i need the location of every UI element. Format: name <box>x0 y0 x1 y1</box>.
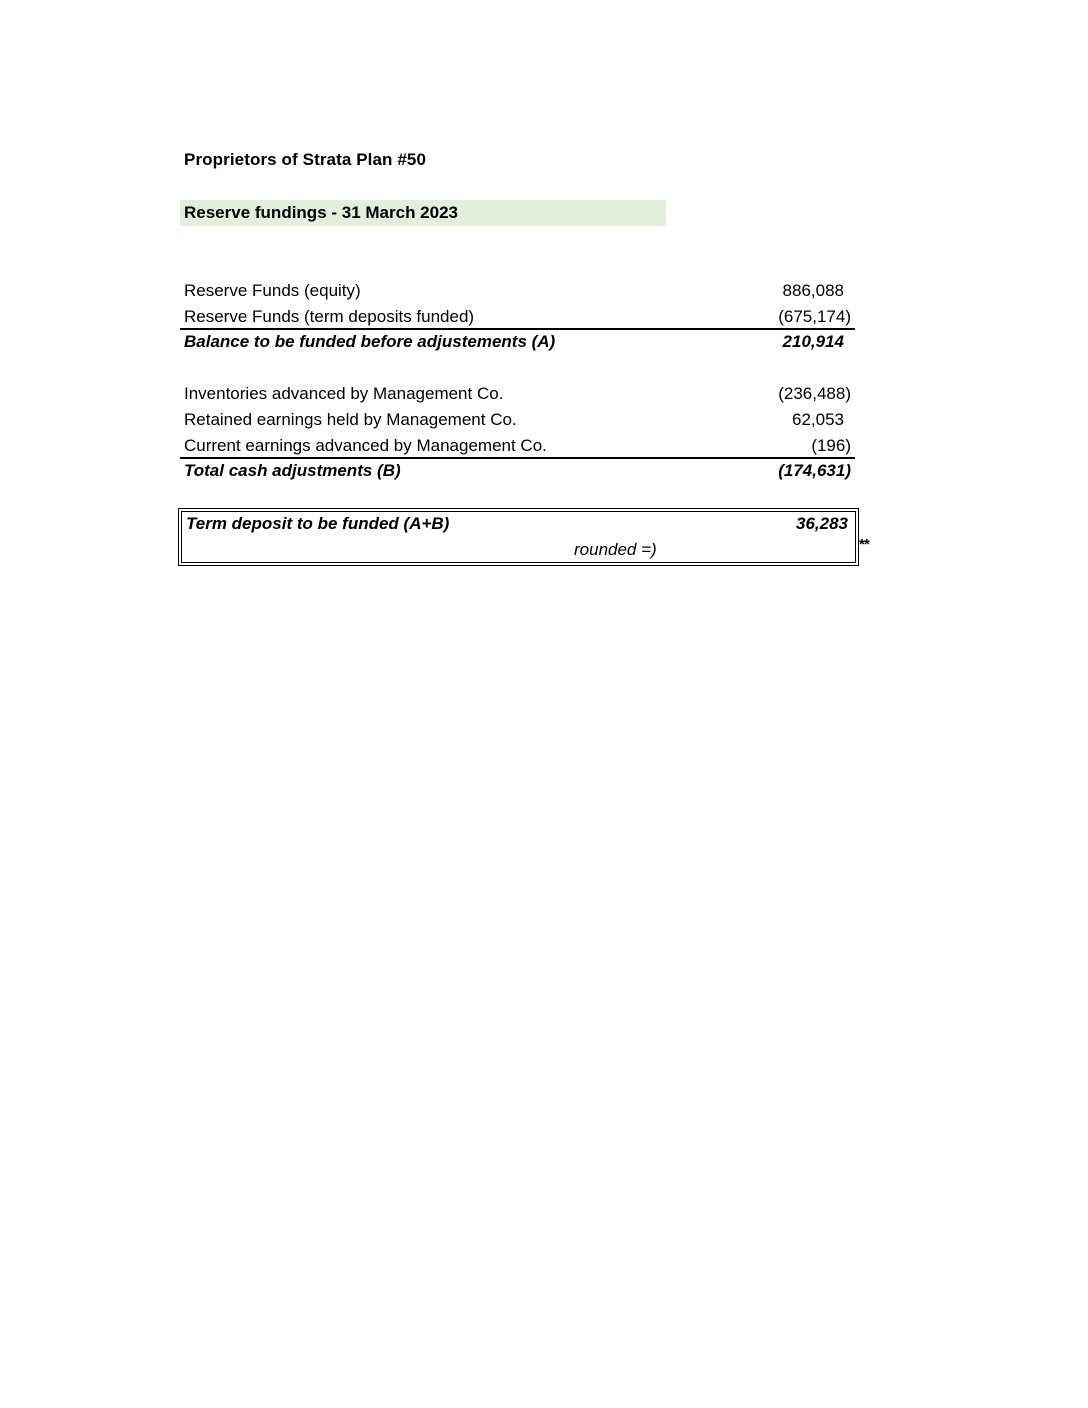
subtitle-band <box>180 200 666 226</box>
asterisk-marker: ** <box>859 536 869 553</box>
row-total-cash-adjustments <box>180 457 855 484</box>
row-current-earnings-advanced <box>180 434 855 459</box>
row-value: (196) <box>811 436 851 455</box>
total-value: 210,914 <box>782 332 844 351</box>
row-retained-earnings <box>180 408 855 433</box>
row-value: (236,488) <box>778 384 851 403</box>
row-value: 62,053 <box>792 410 844 429</box>
row-label: Reserve Funds (equity) <box>184 281 361 300</box>
row-balance-before-adjustments <box>180 328 855 355</box>
result-label: Term deposit to be funded (A+B) <box>186 514 450 533</box>
total-label: Balance to be funded before adjustements (A) <box>184 332 556 351</box>
result-value: 36,283 <box>796 514 848 533</box>
row-value: (675,174) <box>778 307 851 326</box>
total-label: Total cash adjustments (B) <box>184 461 401 480</box>
term-deposit-box <box>178 508 859 566</box>
row-label: Inventories advanced by Management Co. <box>184 384 504 403</box>
row-label: Current earnings advanced by Management Co. <box>184 436 547 455</box>
total-value: (174,631) <box>778 461 851 480</box>
row-inventories-advanced <box>180 382 855 407</box>
row-reserve-funds-term-deposits <box>180 305 855 330</box>
row-label: Retained earnings held by Management Co. <box>184 410 517 429</box>
row-label: Reserve Funds (term deposits funded) <box>184 307 475 326</box>
document-title: Proprietors of Strata Plan #50 <box>184 150 427 169</box>
rounded-label: rounded =) <box>574 540 657 559</box>
row-reserve-funds-equity <box>180 279 855 304</box>
row-value: 886,088 <box>782 281 844 300</box>
document-subtitle: Reserve fundings - 31 March 2023 <box>184 203 459 222</box>
